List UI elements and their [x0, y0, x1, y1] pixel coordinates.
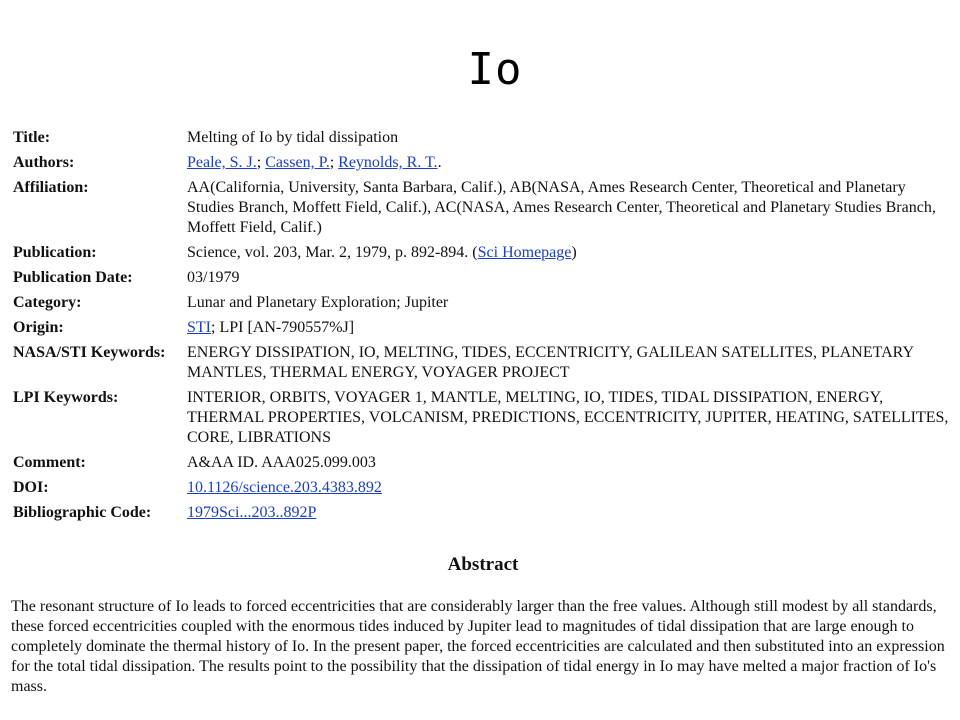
record-row-doi	[13, 478, 953, 503]
record-row-comment	[13, 453, 953, 478]
doi-label: DOI:	[13, 479, 49, 496]
record-row-authors	[13, 153, 953, 178]
publication-value	[187, 243, 953, 268]
category-value: Lunar and Planetary Exploration; Jupiter	[187, 294, 449, 311]
paper-title: Melting of Io by tidal dissipation	[187, 129, 399, 146]
affiliation-label: Affiliation:	[13, 179, 89, 196]
publication-date-value: 03/1979	[187, 269, 240, 286]
title-label: Title:	[13, 129, 51, 146]
record-row-bibcode	[13, 503, 953, 528]
category-label: Category:	[13, 294, 82, 311]
sci-homepage-link[interactable]: Sci Homepage	[477, 244, 572, 261]
author-separator: ;	[256, 154, 266, 171]
record-row-lpi-keywords	[13, 388, 953, 453]
authors-end: .	[437, 154, 442, 171]
sti-link[interactable]: STI	[187, 319, 211, 336]
comment-label: Comment:	[13, 454, 86, 471]
affiliation-value: AA(California, University, Santa Barbara, Calif.), AB(NASA, Ames Research Center, Theoretical and Planetary Studies Branch, Moffett Field, Calif.), AC(NASA, Ames Research Center, Theoretical and Planetary Studies Branch, Moffett Field, Calif.)	[187, 179, 936, 236]
bibcode-link[interactable]: 1979Sci...203..892P	[187, 504, 317, 521]
author-link-peale[interactable]: Peale, S. J.	[187, 154, 257, 171]
record-row-category	[13, 293, 953, 318]
publication-date-label: Publication Date:	[13, 269, 133, 286]
lpi-keywords-value: INTERIOR, ORBITS, VOYAGER 1, MANTLE, MELTING, IO, TIDES, TIDAL DISSIPATION, ENERGY, THERMAL PROPERTIES, VOLCANISM, PREDICTIONS, ECCENTRICITY, JUPITER, HEATING, SATELLITES, CORE, LIBRATIONS	[187, 389, 949, 446]
bibliographic-record	[13, 128, 953, 528]
origin-value	[187, 318, 953, 343]
author-link-cassen[interactable]: Cassen, P.	[265, 154, 330, 171]
abstract-heading: Abstract	[447, 554, 519, 575]
slide-title: Io	[467, 44, 523, 95]
comment-value: A&AA ID. AAA025.099.003	[187, 454, 376, 471]
doi-value	[187, 478, 953, 503]
record-row-origin	[13, 318, 953, 343]
nasa-sti-keywords-label: NASA/STI Keywords:	[13, 344, 166, 361]
publication-text: Science, vol. 203, Mar. 2, 1979, p. 892-894. (	[187, 244, 478, 261]
doi-link[interactable]: 10.1126/science.203.4383.892	[187, 479, 382, 496]
publication-end: )	[571, 244, 577, 261]
authors-label: Authors:	[13, 154, 75, 171]
record-row-publication	[13, 243, 953, 268]
record-row-affiliation	[13, 178, 953, 243]
record-row-publication-date	[13, 268, 953, 293]
origin-text: ; LPI [AN-790557%J]	[211, 319, 355, 336]
abstract-text: The resonant structure of Io leads to forced eccentricities that are considerably larger than the free values. Although still modest by all standards, these forced eccentricities coupled with the enormous tides induced by Jupiter lead to magnitudes of tidal dissipation that are large enough to completely dominate the thermal history of Io. In the present paper, the forced eccentricities are calculated and then substituted into an expression for the total tidal dissipation. The results point to the possibility that the dissipation of tidal energy in Io may have melted a major fraction of Io's mass.	[11, 598, 945, 695]
record-row-title	[13, 128, 953, 153]
nasa-sti-keywords-value: ENERGY DISSIPATION, IO, MELTING, TIDES, ECCENTRICITY, GALILEAN SATELLITES, PLANETARY MANTLES, THERMAL ENERGY, VOYAGER PROJECT	[187, 344, 914, 381]
record-row-nasa-sti-keywords	[13, 343, 953, 388]
bibcode-label: Bibliographic Code:	[13, 504, 152, 521]
origin-label: Origin:	[13, 319, 64, 336]
author-separator: ;	[329, 154, 339, 171]
bibcode-value	[187, 503, 953, 528]
authors-value	[187, 153, 953, 178]
author-link-reynolds[interactable]: Reynolds, R. T.	[338, 154, 438, 171]
lpi-keywords-label: LPI Keywords:	[13, 389, 119, 406]
publication-label: Publication:	[13, 244, 97, 261]
